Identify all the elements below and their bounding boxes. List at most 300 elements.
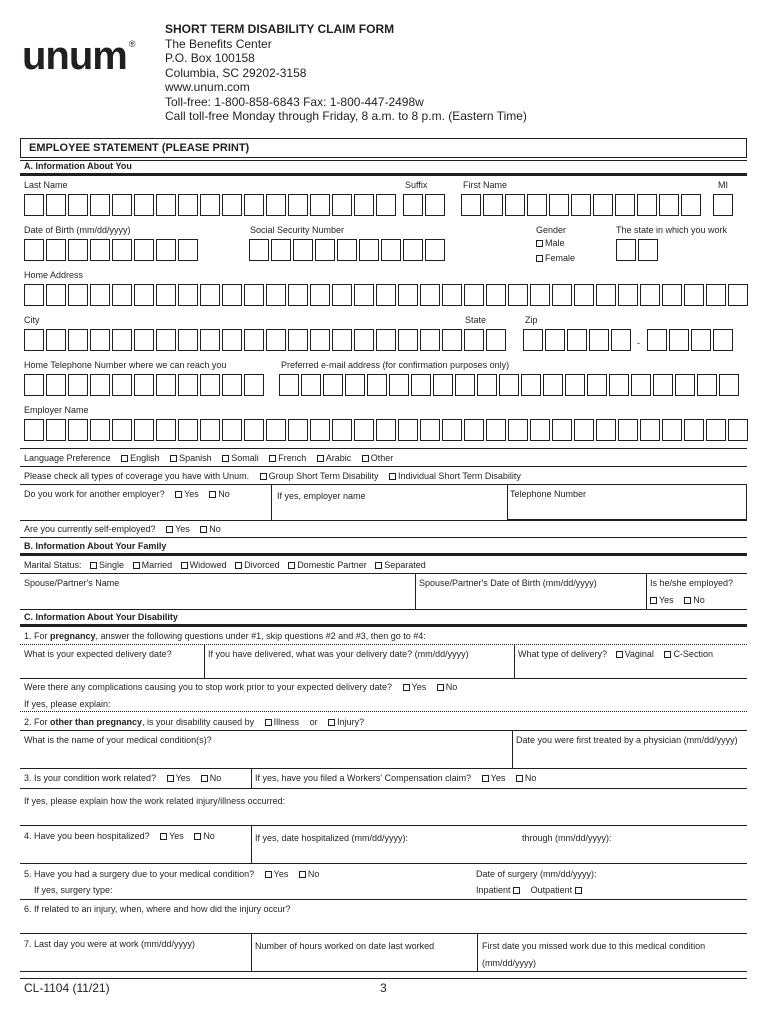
self-employed-yes-checkbox[interactable] xyxy=(166,526,173,533)
char-box[interactable] xyxy=(574,284,594,306)
char-box[interactable] xyxy=(68,329,88,351)
char-box[interactable] xyxy=(310,329,330,351)
char-box[interactable] xyxy=(332,284,352,306)
q1-post: , answer the following questions under #1, skip questions #2 and #3, then go to #4: xyxy=(95,631,426,641)
char-box[interactable] xyxy=(691,329,711,351)
surgery-date-label: Date of surgery (mm/dd/yyyy): xyxy=(476,869,597,879)
char-box[interactable] xyxy=(46,194,66,216)
char-box[interactable] xyxy=(543,374,563,396)
csection-checkbox[interactable] xyxy=(664,651,671,658)
dob-field[interactable] xyxy=(24,239,200,261)
char-box[interactable] xyxy=(376,194,396,216)
employer-name-label: Employer Name xyxy=(24,405,89,415)
state-work-field[interactable] xyxy=(616,239,660,261)
char-box[interactable] xyxy=(112,194,132,216)
char-box[interactable] xyxy=(530,284,550,306)
char-box[interactable] xyxy=(587,374,607,396)
q7-label: 7. Last day you were at work (mm/dd/yyyy) xyxy=(24,939,196,949)
char-box[interactable] xyxy=(68,284,88,306)
char-box[interactable] xyxy=(178,194,198,216)
other-language-checkbox[interactable] xyxy=(362,455,369,462)
char-box[interactable] xyxy=(574,419,594,441)
yes-label: Yes xyxy=(169,831,184,841)
char-box[interactable] xyxy=(288,329,308,351)
char-box[interactable] xyxy=(420,284,440,306)
workers-comp-row xyxy=(255,773,536,783)
char-box[interactable] xyxy=(420,329,440,351)
char-box[interactable] xyxy=(706,284,726,306)
char-box[interactable] xyxy=(288,419,308,441)
char-box[interactable] xyxy=(425,194,445,216)
char-box[interactable] xyxy=(713,194,733,216)
char-box[interactable] xyxy=(354,329,374,351)
outpatient-checkbox[interactable] xyxy=(575,887,582,894)
home-address-field[interactable] xyxy=(24,284,750,306)
char-box[interactable] xyxy=(433,374,453,396)
char-box[interactable] xyxy=(684,284,704,306)
char-box[interactable] xyxy=(486,329,506,351)
char-box[interactable] xyxy=(455,374,475,396)
char-box[interactable] xyxy=(616,239,636,261)
no-label: No xyxy=(203,831,215,841)
coverage-label: Please check all types of coverage you have with Unum. xyxy=(24,471,250,481)
char-box[interactable] xyxy=(618,419,638,441)
q2-pre: 2. For xyxy=(24,717,51,727)
domestic-partner-label: Domestic Partner xyxy=(297,560,367,570)
char-box[interactable] xyxy=(545,329,565,351)
female-checkbox[interactable] xyxy=(536,255,543,262)
char-box[interactable] xyxy=(552,284,572,306)
char-box[interactable] xyxy=(46,329,66,351)
char-box[interactable] xyxy=(337,239,357,261)
char-box[interactable] xyxy=(24,374,44,396)
first-missed-format: (mm/dd/yyyy) xyxy=(482,958,536,968)
inpatient-checkbox[interactable] xyxy=(513,887,520,894)
group-std-checkbox[interactable] xyxy=(260,473,267,480)
char-box[interactable] xyxy=(279,374,299,396)
somali-checkbox[interactable] xyxy=(222,455,229,462)
char-box[interactable] xyxy=(244,374,264,396)
char-box[interactable] xyxy=(442,329,462,351)
suffix-field[interactable] xyxy=(403,194,447,216)
char-box[interactable] xyxy=(477,374,497,396)
char-box[interactable] xyxy=(486,419,506,441)
char-box[interactable] xyxy=(593,194,613,216)
french-checkbox[interactable] xyxy=(269,455,276,462)
arabic-checkbox[interactable] xyxy=(317,455,324,462)
char-box[interactable] xyxy=(398,419,418,441)
char-box[interactable] xyxy=(508,284,528,306)
divider-v xyxy=(204,644,205,678)
char-box[interactable] xyxy=(156,239,176,261)
workers-comp-label: If yes, have you filed a Workers' Compensation claim? xyxy=(255,773,472,783)
char-box[interactable] xyxy=(403,239,423,261)
char-box[interactable] xyxy=(222,419,242,441)
char-box[interactable] xyxy=(266,329,286,351)
divider-v xyxy=(271,484,272,520)
home-phone-field[interactable] xyxy=(24,374,266,396)
char-box[interactable] xyxy=(359,239,379,261)
char-box[interactable] xyxy=(640,419,660,441)
char-box[interactable] xyxy=(376,419,396,441)
char-box[interactable] xyxy=(565,374,585,396)
char-box[interactable] xyxy=(200,329,220,351)
another-employer-row xyxy=(24,489,230,499)
language-row xyxy=(24,453,393,463)
char-box[interactable] xyxy=(178,239,198,261)
char-box[interactable] xyxy=(552,419,572,441)
divider xyxy=(20,971,747,972)
char-box[interactable] xyxy=(425,239,445,261)
self-employed-row xyxy=(24,524,221,534)
char-box[interactable] xyxy=(222,194,242,216)
first-treated-label: Date you were first treated by a physician (mm/dd/yyyy) xyxy=(516,735,738,745)
char-box[interactable] xyxy=(332,329,352,351)
char-box[interactable] xyxy=(24,194,44,216)
char-box[interactable] xyxy=(376,329,396,351)
domestic-partner-checkbox[interactable] xyxy=(288,562,295,569)
char-box[interactable] xyxy=(156,374,176,396)
divider-v xyxy=(251,825,252,863)
char-box[interactable] xyxy=(345,374,365,396)
char-box[interactable] xyxy=(90,419,110,441)
char-box[interactable] xyxy=(46,284,66,306)
char-box[interactable] xyxy=(288,194,308,216)
char-box[interactable] xyxy=(301,374,321,396)
q5-row xyxy=(24,869,319,879)
divider xyxy=(20,573,747,574)
complications-no-checkbox[interactable] xyxy=(437,684,444,691)
expected-delivery-label: What is your expected delivery date? xyxy=(24,649,172,659)
char-box[interactable] xyxy=(332,194,352,216)
married-label: Married xyxy=(141,560,173,570)
char-box[interactable] xyxy=(662,419,682,441)
english-checkbox[interactable] xyxy=(121,455,128,462)
city-field[interactable] xyxy=(24,329,464,351)
char-box[interactable] xyxy=(156,419,176,441)
char-box[interactable] xyxy=(244,194,264,216)
char-box[interactable] xyxy=(266,284,286,306)
char-box[interactable] xyxy=(713,329,733,351)
char-box[interactable] xyxy=(389,374,409,396)
char-box[interactable] xyxy=(90,329,110,351)
complications-yes-checkbox[interactable] xyxy=(403,684,410,691)
char-box[interactable] xyxy=(310,419,330,441)
char-box[interactable] xyxy=(310,284,330,306)
char-box[interactable] xyxy=(24,284,44,306)
q2-bold: other than pregnancy xyxy=(50,717,143,727)
char-box[interactable] xyxy=(611,329,631,351)
char-box[interactable] xyxy=(675,374,695,396)
spanish-checkbox[interactable] xyxy=(170,455,177,462)
another-employer-yes-checkbox[interactable] xyxy=(175,491,182,498)
char-box[interactable] xyxy=(367,374,387,396)
char-box[interactable] xyxy=(728,284,748,306)
q4-row xyxy=(24,831,215,841)
char-box[interactable] xyxy=(244,284,264,306)
char-box[interactable] xyxy=(637,194,657,216)
char-box[interactable] xyxy=(354,194,374,216)
char-box[interactable] xyxy=(464,329,484,351)
divorced-checkbox[interactable] xyxy=(235,562,242,569)
char-box[interactable] xyxy=(589,329,609,351)
char-box[interactable] xyxy=(200,194,220,216)
char-box[interactable] xyxy=(46,419,66,441)
char-box[interactable] xyxy=(483,194,503,216)
char-box[interactable] xyxy=(266,194,286,216)
single-checkbox[interactable] xyxy=(90,562,97,569)
another-employer-no-checkbox[interactable] xyxy=(209,491,216,498)
hours-worked-label: Number of hours worked on date last worked xyxy=(255,941,435,951)
char-box[interactable] xyxy=(596,284,616,306)
char-box[interactable] xyxy=(90,194,110,216)
char-box[interactable] xyxy=(134,419,154,441)
injury-checkbox[interactable] xyxy=(328,719,335,726)
char-box[interactable] xyxy=(46,374,66,396)
male-checkbox[interactable] xyxy=(536,240,543,247)
char-box[interactable] xyxy=(681,194,701,216)
divider-v xyxy=(251,933,252,971)
surgery-no-checkbox[interactable] xyxy=(299,871,306,878)
outpatient-label: Outpatient xyxy=(530,885,573,895)
website-link[interactable]: www.unum.com xyxy=(165,80,250,94)
suffix-label: Suffix xyxy=(405,180,428,190)
group-std-label: Group Short Term Disability xyxy=(268,471,379,481)
char-box[interactable] xyxy=(134,374,154,396)
char-box[interactable] xyxy=(134,329,154,351)
char-box[interactable] xyxy=(505,194,525,216)
char-box[interactable] xyxy=(398,329,418,351)
char-box[interactable] xyxy=(647,329,667,351)
work-related-yes-checkbox[interactable] xyxy=(167,775,174,782)
char-box[interactable] xyxy=(90,284,110,306)
char-box[interactable] xyxy=(68,239,88,261)
char-box[interactable] xyxy=(332,419,352,441)
spouse-employed-no-checkbox[interactable] xyxy=(684,597,691,604)
char-box[interactable] xyxy=(24,239,44,261)
char-box[interactable] xyxy=(706,419,726,441)
char-box[interactable] xyxy=(567,329,587,351)
char-box[interactable] xyxy=(508,419,528,441)
char-box[interactable] xyxy=(90,374,110,396)
injury-label: Injury? xyxy=(337,717,365,727)
char-box[interactable] xyxy=(464,284,484,306)
q1-text xyxy=(24,631,426,641)
surgery-yes-checkbox[interactable] xyxy=(265,871,272,878)
state-field[interactable] xyxy=(464,329,508,351)
char-box[interactable] xyxy=(486,284,506,306)
ssn-field[interactable] xyxy=(249,239,447,261)
char-box[interactable] xyxy=(354,419,374,441)
employer-name-field[interactable] xyxy=(24,419,750,441)
divider xyxy=(20,448,747,449)
vaginal-checkbox[interactable] xyxy=(616,651,623,658)
char-box[interactable] xyxy=(156,194,176,216)
char-box[interactable] xyxy=(442,419,462,441)
char-box[interactable] xyxy=(403,194,423,216)
char-box[interactable] xyxy=(288,284,308,306)
char-box[interactable] xyxy=(178,419,198,441)
char-box[interactable] xyxy=(156,329,176,351)
divider xyxy=(20,730,747,731)
footer-divider xyxy=(20,978,747,979)
char-box[interactable] xyxy=(222,374,242,396)
char-box[interactable] xyxy=(200,374,220,396)
char-box[interactable] xyxy=(530,419,550,441)
divider-thick xyxy=(20,624,747,627)
hospitalized-yes-checkbox[interactable] xyxy=(160,833,167,840)
char-box[interactable] xyxy=(527,194,547,216)
char-box[interactable] xyxy=(178,329,198,351)
email-field[interactable] xyxy=(279,374,741,396)
last-name-field[interactable] xyxy=(24,194,398,216)
char-box[interactable] xyxy=(249,239,269,261)
char-box[interactable] xyxy=(271,239,291,261)
char-box[interactable] xyxy=(178,374,198,396)
ssn-label: Social Security Number xyxy=(250,225,345,235)
char-box[interactable] xyxy=(640,284,660,306)
char-box[interactable] xyxy=(112,419,132,441)
telephone-label: Telephone Number xyxy=(510,489,587,499)
char-box[interactable] xyxy=(134,239,154,261)
char-box[interactable] xyxy=(112,374,132,396)
zip-field[interactable] xyxy=(523,329,633,351)
work-related-no-checkbox[interactable] xyxy=(201,775,208,782)
char-box[interactable] xyxy=(222,284,242,306)
char-box[interactable] xyxy=(420,419,440,441)
char-box[interactable] xyxy=(68,374,88,396)
widowed-checkbox[interactable] xyxy=(181,562,188,569)
unum-logo xyxy=(22,34,135,79)
delivered-label: If you have delivered, what was your delivery date? (mm/dd/yyyy) xyxy=(208,649,469,659)
separated-checkbox[interactable] xyxy=(375,562,382,569)
char-box[interactable] xyxy=(464,419,484,441)
char-box[interactable] xyxy=(638,239,658,261)
char-box[interactable] xyxy=(112,239,132,261)
char-box[interactable] xyxy=(244,419,264,441)
first-name-field[interactable] xyxy=(461,194,703,216)
char-box[interactable] xyxy=(200,419,220,441)
self-employed-label: Are you currently self-employed? xyxy=(24,524,156,534)
spouse-name-label: Spouse/Partner's Name xyxy=(24,578,120,588)
char-box[interactable] xyxy=(244,329,264,351)
gender-female[interactable] xyxy=(536,253,575,263)
workers-comp-no-checkbox[interactable] xyxy=(516,775,523,782)
other-language-label: Other xyxy=(370,453,394,463)
zip-ext-field[interactable] xyxy=(647,329,735,351)
char-box[interactable] xyxy=(46,239,66,261)
char-box[interactable] xyxy=(134,194,154,216)
char-box[interactable] xyxy=(24,419,44,441)
char-box[interactable] xyxy=(615,194,635,216)
q4-label: 4. Have you been hospitalized? xyxy=(24,831,150,841)
illness-checkbox[interactable] xyxy=(265,719,272,726)
char-box[interactable] xyxy=(653,374,673,396)
char-box[interactable] xyxy=(669,329,689,351)
state-label: State xyxy=(465,315,487,325)
char-box[interactable] xyxy=(376,284,396,306)
q2-row xyxy=(24,717,364,727)
char-box[interactable] xyxy=(112,284,132,306)
individual-std-checkbox[interactable] xyxy=(389,473,396,480)
char-box[interactable] xyxy=(697,374,717,396)
char-box[interactable] xyxy=(178,284,198,306)
char-box[interactable] xyxy=(549,194,569,216)
char-box[interactable] xyxy=(24,329,44,351)
date-hospitalized-label: If yes, date hospitalized (mm/dd/yyyy): xyxy=(255,833,409,843)
char-box[interactable] xyxy=(571,194,591,216)
char-box[interactable] xyxy=(411,374,431,396)
char-box[interactable] xyxy=(398,284,418,306)
char-box[interactable] xyxy=(200,284,220,306)
char-box[interactable] xyxy=(631,374,651,396)
char-box[interactable] xyxy=(354,284,374,306)
separated-label: Separated xyxy=(384,560,426,570)
male-label: Male xyxy=(545,238,565,248)
section-a-title: A. Information About You xyxy=(24,161,132,171)
yes-label: Yes xyxy=(659,595,674,605)
char-box[interactable] xyxy=(156,284,176,306)
char-box[interactable] xyxy=(266,419,286,441)
char-box[interactable] xyxy=(68,194,88,216)
no-label: No xyxy=(218,489,230,499)
char-box[interactable] xyxy=(596,419,616,441)
char-box[interactable] xyxy=(719,374,739,396)
workers-comp-yes-checkbox[interactable] xyxy=(482,775,489,782)
form-number: CL-1104 (11/21) xyxy=(24,981,110,995)
char-box[interactable] xyxy=(315,239,335,261)
widowed-label: Widowed xyxy=(189,560,227,570)
char-box[interactable] xyxy=(68,419,88,441)
char-box[interactable] xyxy=(112,329,132,351)
char-box[interactable] xyxy=(310,194,330,216)
char-box[interactable] xyxy=(684,419,704,441)
employer-if-yes-label: If yes, employer name xyxy=(277,491,366,501)
char-box[interactable] xyxy=(618,284,638,306)
english-label: English xyxy=(130,453,160,463)
female-label: Female xyxy=(545,253,576,263)
complications-label: Were there any complications causing you to stop work prior to your expected delivery date? xyxy=(24,682,393,692)
married-checkbox[interactable] xyxy=(133,562,140,569)
char-box[interactable] xyxy=(381,239,401,261)
char-box[interactable] xyxy=(662,284,682,306)
registered-mark: ® xyxy=(128,39,135,49)
char-box[interactable] xyxy=(609,374,629,396)
somali-label: Somali xyxy=(231,453,259,463)
char-box[interactable] xyxy=(523,329,543,351)
self-employed-no-checkbox[interactable] xyxy=(200,526,207,533)
spouse-employed-yes-checkbox[interactable] xyxy=(650,597,657,604)
char-box[interactable] xyxy=(461,194,481,216)
divider-v xyxy=(415,573,416,609)
char-box[interactable] xyxy=(499,374,519,396)
mi-field[interactable] xyxy=(713,194,735,216)
char-box[interactable] xyxy=(442,284,462,306)
char-box[interactable] xyxy=(323,374,343,396)
char-box[interactable] xyxy=(222,329,242,351)
gender-male[interactable] xyxy=(536,238,565,248)
divider-thick xyxy=(20,173,747,176)
char-box[interactable] xyxy=(90,239,110,261)
char-box[interactable] xyxy=(728,419,748,441)
char-box[interactable] xyxy=(659,194,679,216)
char-box[interactable] xyxy=(521,374,541,396)
divider-v xyxy=(512,730,513,768)
char-box[interactable] xyxy=(134,284,154,306)
state-work-label: The state in which you work xyxy=(616,225,728,235)
char-box[interactable] xyxy=(293,239,313,261)
hospitalized-no-checkbox[interactable] xyxy=(194,833,201,840)
